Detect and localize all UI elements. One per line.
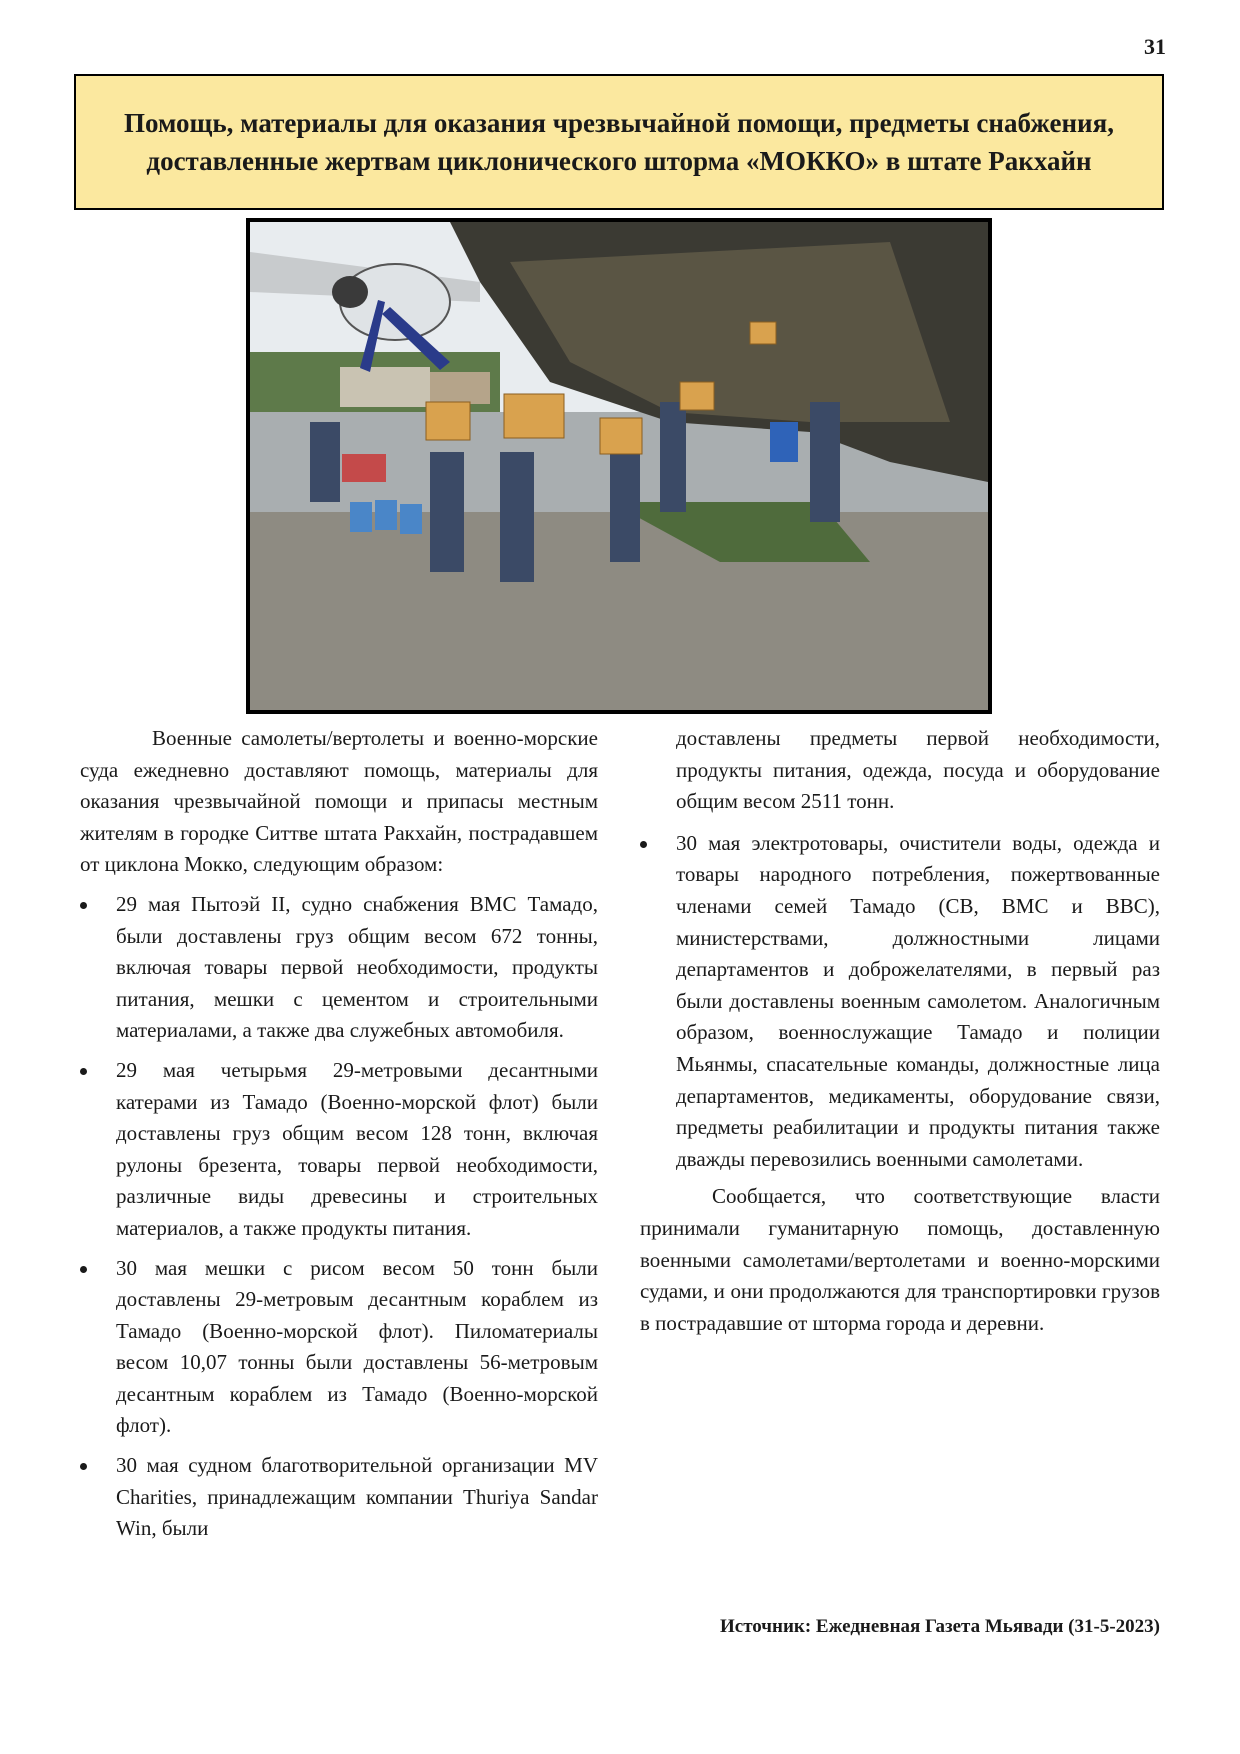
list-item: 29 мая четырьмя 29-метровыми десантными катерами из Тамадо (Военно-морской флот) были доставлены груз общим весом 128 тонн, включая рулоны брезента, товары первой необходимости, различные виды древесины и строительных материалов, а также продукты питания. [80, 1055, 598, 1245]
bullet-icon [80, 1068, 87, 1075]
list-item-continuation: доставлены предметы первой необходимости, продукты питания, одежда, посуда и оборудование общим весом 2511 тонн. [676, 726, 1160, 814]
intro-paragraph: Военные самолеты/вертолеты и военно-морские суда ежедневно доставляют помощь, материалы для оказания чрезвычайной помощи и припасы местным жителям в городке Ситтве штата Ракхайн, пострадавшем от циклона Мокко, следующим образом: [80, 726, 598, 877]
source-credit: Источник: Ежедневная Газета Мьявади (31-5-2023) [720, 1616, 1160, 1637]
bullet-icon [80, 1463, 87, 1470]
page-title: Помощь, материалы для оказания чрезвычайной помощи, предметы снабжения, доставленные жертвам циклонического шторма «МОККО» в штате Ракхайн [124, 108, 1114, 176]
photo-illustration [250, 222, 988, 710]
list-item: 29 мая Пытоэй II, судно снабжения ВМС Тамадо, были доставлены груз общим весом 672 тонны, включая товары первой необходимости, продукты питания, мешки с цементом и строительными материалами, а также два служебных автомобиля. [80, 889, 598, 1047]
list-item: 30 мая судном благотворительной организации MV Charities, принадлежащим компании Thuriya Sandar Win, были [80, 1450, 598, 1545]
closing-paragraph: Сообщается, что соответствующие власти принимали гуманитарную помощь, доставленную военными самолетами/вертолетами и военно-морскими судами, и они продолжаются для транспортировки грузов в пострадавшие от шторма города и деревни. [640, 1184, 1160, 1335]
bullet-icon [640, 841, 647, 848]
right-column [640, 723, 1160, 1339]
title-box [74, 74, 1164, 210]
bullet-icon [80, 902, 87, 909]
left-column [80, 723, 598, 1545]
aid-list-left [80, 889, 598, 1545]
list-item: 30 мая электротовары, очистители воды, одежда и товары народного потребления, пожертвованные членами семей Тамадо (СВ, ВМС и ВВС), министерствами, должностными лицами департаментов и доброжелателями, в первый раз были доставлены военным самолетом. Аналогичным образом, военнослужащие Тамадо и полиции Мьянмы, спасательные команды, должностные лица департаментов, медикаменты, оборудование связи, предметы реабилитации и продукты питания также дважды перевозились военными самолетами. [640, 828, 1160, 1176]
list-item: 30 мая мешки с рисом весом 50 тонн были доставлены 29-метровым десантным кораблем из Тамадо (Военно-морской флот). Пиломатериалы весом 10,07 тонны были доставлены 56-метровым десантным кораблем из Тамадо (Военно-морской флот). [80, 1253, 598, 1443]
aid-unloading-photo [246, 218, 992, 714]
page-number: 31 [1144, 34, 1166, 59]
bullet-icon [80, 1266, 87, 1273]
aid-list-right [640, 828, 1160, 1176]
